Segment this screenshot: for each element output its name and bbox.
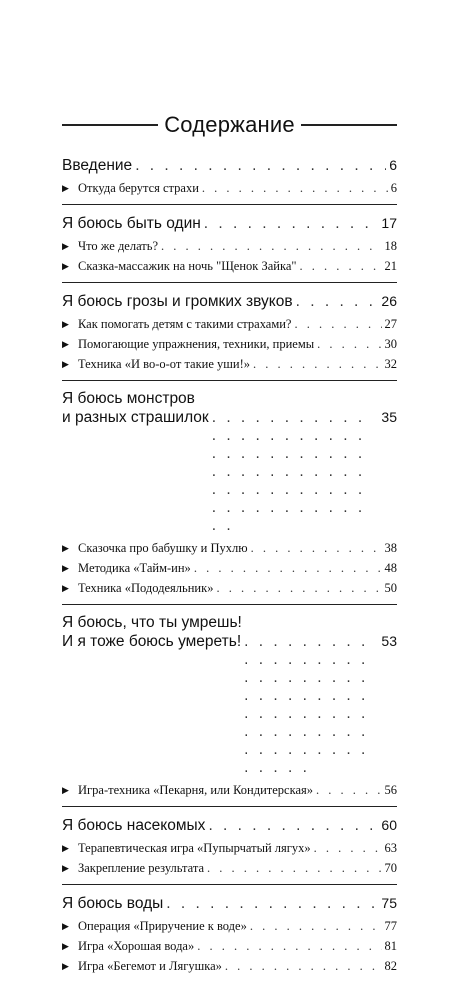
entry-page-number: 18: [384, 239, 397, 253]
triangle-bullet-icon: ▶: [62, 543, 69, 553]
toc-section: [62, 214, 397, 283]
toc-entry: [62, 315, 397, 335]
leader-dots: [296, 293, 379, 311]
section-page-number: 26: [381, 293, 397, 309]
entry-title: Игра-техника «Пекарня, или Кондитерская»: [78, 783, 314, 797]
leader-dots: [314, 839, 382, 858]
toc-entry: [62, 781, 397, 801]
triangle-bullet-icon: ▶: [62, 583, 69, 593]
section-title-line-1: Я боюсь, что ты умрешь!: [62, 614, 242, 631]
section-title: Я боюсь грозы и громких звуков: [62, 293, 293, 310]
entry-page-number: 30: [384, 337, 397, 351]
section-title-line: [62, 214, 397, 237]
toc-section: [62, 390, 397, 605]
section-page-number: 6: [389, 157, 397, 173]
entry-title: Методика «Тайм-ин»: [78, 561, 191, 575]
entry-page-number: 77: [384, 919, 397, 933]
entry-title: Как помогать детям с такими страхами?: [78, 317, 292, 331]
entry-title: Помогающие упражнения, техники, приемы: [78, 337, 315, 351]
triangle-bullet-icon: ▶: [62, 961, 69, 971]
section-title-line-2-row: [62, 632, 397, 777]
toc-entry: [62, 257, 397, 277]
leader-dots: [216, 579, 381, 598]
leader-dots: [197, 937, 381, 956]
toc-entry: [62, 179, 397, 199]
leader-dots: [135, 157, 386, 175]
entry-title: Техника «И во-о-от такие уши!»: [78, 357, 251, 371]
toc-section: [62, 894, 397, 982]
toc-entry: [62, 957, 397, 977]
section-title: Введение: [62, 157, 133, 174]
entry-title: Техника «Пододеяльник»: [78, 581, 214, 595]
triangle-bullet-icon: ▶: [62, 563, 69, 573]
leader-dots: [202, 179, 388, 198]
section-title-line-1: Я боюсь монстров: [62, 390, 195, 407]
entry-title: Сказка-массажик на ночь "Щенок Зайка": [78, 259, 297, 273]
section-title: Я боюсь быть один: [62, 215, 201, 232]
heading-rule-left: [62, 124, 158, 125]
entry-page-number: 21: [384, 259, 397, 273]
toc-entry: [62, 335, 397, 355]
toc-entry: [62, 355, 397, 375]
triangle-bullet-icon: ▶: [62, 183, 69, 193]
entry-page-number: 56: [384, 783, 397, 797]
entry-title: Операция «Приручение к воде»: [78, 919, 247, 933]
section-title-line: [62, 292, 397, 315]
triangle-bullet-icon: ▶: [62, 843, 69, 853]
leader-dots: [294, 315, 381, 334]
section-title-block: [62, 614, 397, 781]
entry-page-number: 27: [384, 317, 397, 331]
leader-dots: [208, 817, 378, 835]
leader-dots: [161, 237, 381, 256]
entry-page-number: 63: [384, 841, 397, 855]
triangle-bullet-icon: ▶: [62, 261, 69, 271]
toc-section: [62, 816, 397, 885]
toc-entry: [62, 579, 397, 599]
section-page-number: 53: [381, 633, 397, 649]
section-title-line: [62, 816, 397, 839]
triangle-bullet-icon: ▶: [62, 359, 69, 369]
triangle-bullet-icon: ▶: [62, 241, 69, 251]
section-page-number: 75: [381, 895, 397, 911]
toc-entry: [62, 859, 397, 879]
triangle-bullet-icon: ▶: [62, 941, 69, 951]
contents-heading-row: [62, 110, 397, 140]
section-page-number: 60: [381, 817, 397, 833]
toc-entry: [62, 539, 397, 559]
section-title-line: [62, 156, 397, 179]
triangle-bullet-icon: ▶: [62, 863, 69, 873]
section-page-number: 17: [381, 215, 397, 231]
toc-entry: [62, 937, 397, 957]
entry-page-number: 38: [384, 541, 397, 555]
toc-entry: [62, 839, 397, 859]
triangle-bullet-icon: ▶: [62, 785, 69, 795]
toc-entry: [62, 559, 397, 579]
leader-dots: [300, 257, 382, 276]
leader-dots: [194, 559, 382, 578]
leader-dots: [225, 957, 382, 976]
entry-page-number: 70: [384, 861, 397, 875]
leader-dots: [212, 409, 379, 535]
entry-title: Закрепление результата: [78, 861, 205, 875]
section-title-block: [62, 390, 397, 539]
leader-dots: [251, 539, 382, 558]
entry-title: Откуда берутся страхи: [78, 181, 199, 195]
triangle-bullet-icon: ▶: [62, 319, 69, 329]
entry-title: Терапевтическая игра «Пупырчатый лягух»: [78, 841, 311, 855]
entry-page-number: 6: [390, 181, 397, 195]
entry-title: Сказочка про бабушку и Пухлю: [78, 541, 248, 555]
leader-dots: [207, 859, 381, 878]
leader-dots: [204, 215, 379, 233]
contents-title: Содержание: [164, 112, 295, 137]
entry-title: Игра «Бегемот и Лягушка»: [78, 959, 222, 973]
section-title-line-2-row: [62, 408, 397, 535]
section-title: Я боюсь насекомых: [62, 817, 206, 834]
section-title: Я боюсь воды: [62, 895, 164, 912]
entry-title: Игра «Хорошая вода»: [78, 939, 195, 953]
section-title-line-2: И я тоже боюсь умереть!: [62, 633, 242, 650]
entry-title: Что же делать?: [78, 239, 159, 253]
toc-entry: [62, 237, 397, 257]
leader-dots: [253, 355, 381, 374]
triangle-bullet-icon: ▶: [62, 921, 69, 931]
leader-dots: [317, 335, 381, 354]
leader-dots: [166, 895, 378, 913]
toc-section: [62, 292, 397, 381]
entry-page-number: 50: [384, 581, 397, 595]
section-title-line-2: и разных страшилок: [62, 409, 209, 426]
leader-dots: [316, 781, 381, 800]
heading-rule-right: [301, 124, 397, 125]
toc-entry: [62, 917, 397, 937]
leader-dots: [250, 917, 382, 936]
triangle-bullet-icon: ▶: [62, 339, 69, 349]
section-page-number: 35: [381, 409, 397, 425]
entry-page-number: 48: [384, 561, 397, 575]
entry-page-number: 81: [384, 939, 397, 953]
leader-dots: [244, 633, 378, 777]
entry-page-number: 82: [384, 959, 397, 973]
table-of-contents: [62, 156, 397, 991]
toc-section: [62, 156, 397, 205]
entry-page-number: 32: [384, 357, 397, 371]
section-title-line: [62, 894, 397, 917]
toc-section: [62, 614, 397, 807]
